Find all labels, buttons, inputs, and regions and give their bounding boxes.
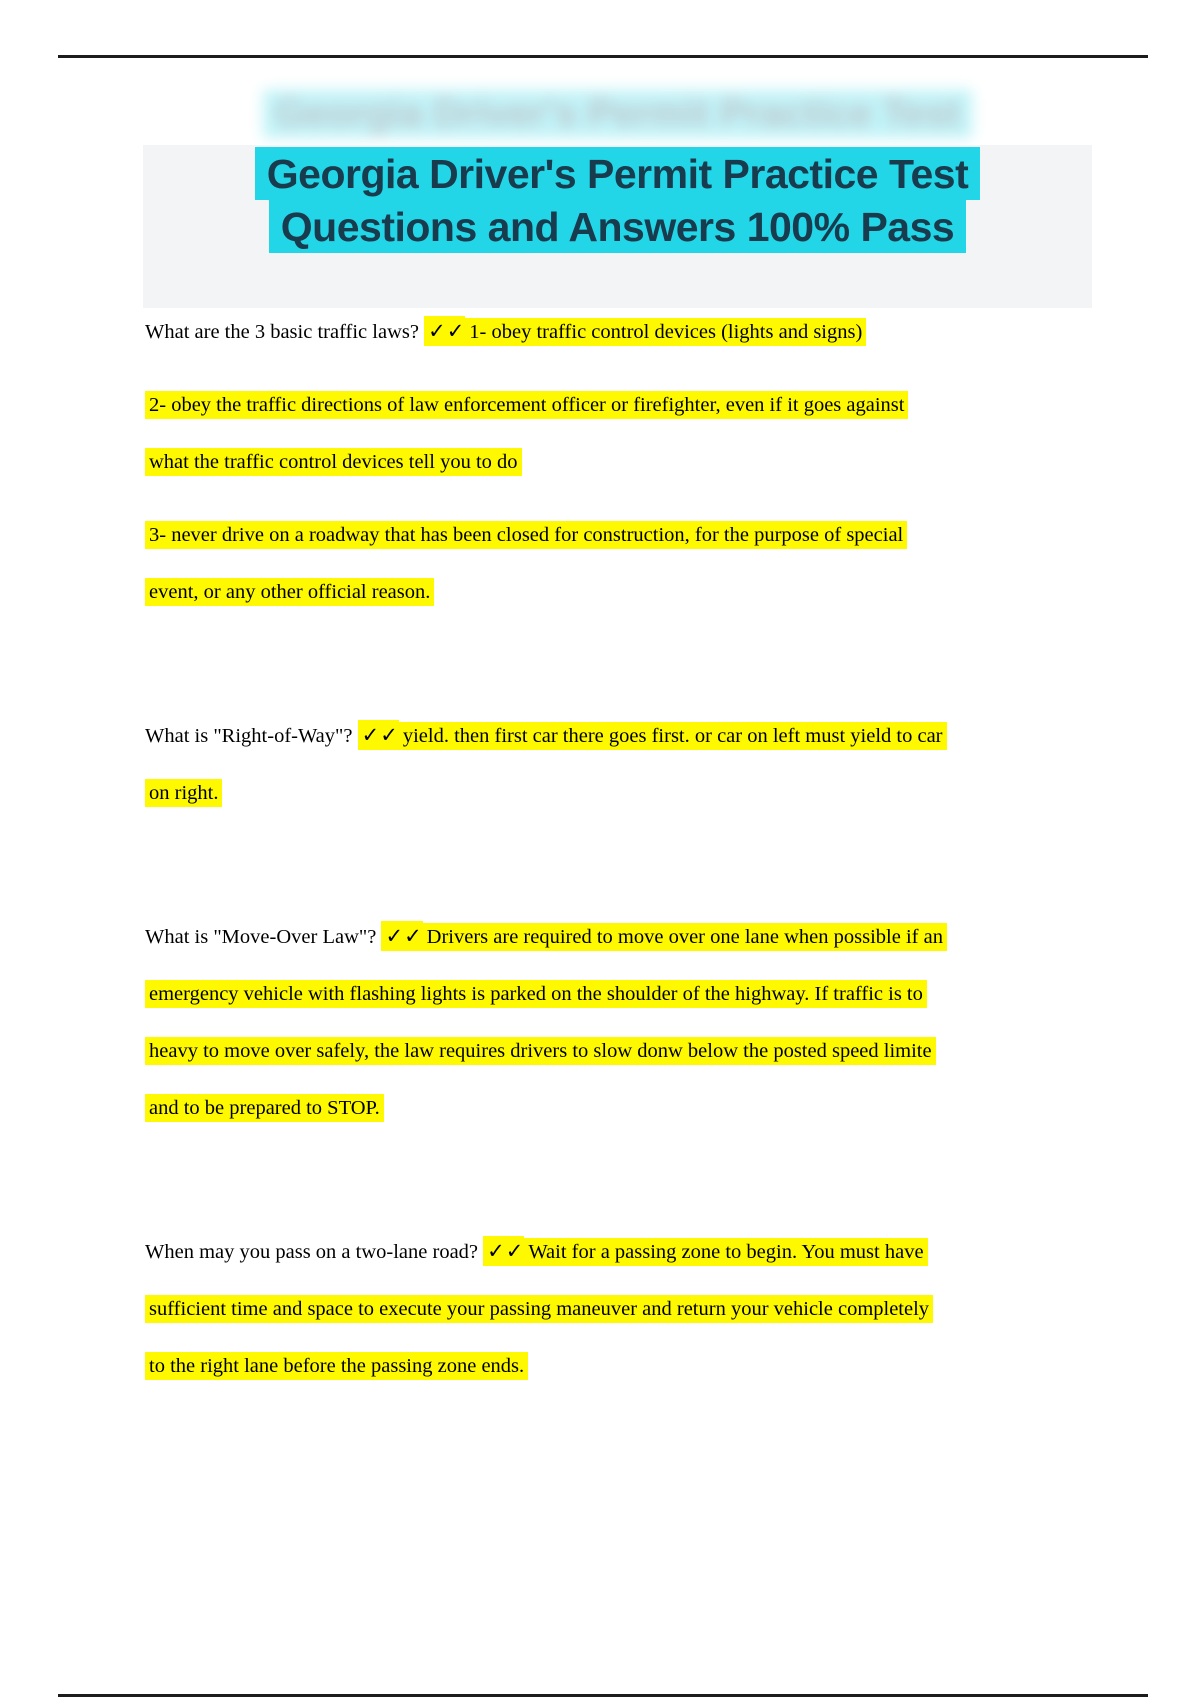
qa-line — [145, 434, 1145, 491]
title-ghost-text: Georgia Driver's Permit Practice Test — [263, 90, 972, 138]
answer-text: sufficient time and space to execute your passing maneuver and return your vehicle completely — [145, 1295, 933, 1323]
qa-block — [145, 707, 1145, 822]
top-border-rule — [58, 55, 1148, 58]
qa-block — [145, 1223, 1145, 1395]
title-line-1-text: Georgia Driver's Permit Practice Test — [255, 147, 980, 200]
qa-line — [145, 564, 1145, 621]
answer-text: Drivers are required to move over one lane when possible if an — [423, 923, 947, 951]
answer-checkmarks-icon: ✓✓ — [483, 1236, 524, 1266]
answer-text: to the right lane before the passing zone ends. — [145, 1352, 528, 1380]
qa-line — [145, 908, 1145, 966]
qa-line — [145, 507, 1145, 564]
qa-paragraph — [145, 507, 1145, 621]
answer-text: yield. then first car there goes first. or car on left must yield to car — [399, 722, 947, 750]
answer-text: 2- obey the traffic directions of law enforcement officer or firefighter, even if it goes against — [145, 391, 908, 419]
qa-block — [145, 303, 1145, 621]
qa-content — [145, 303, 1145, 1395]
qa-paragraph — [145, 1223, 1145, 1395]
answer-text: event, or any other official reason. — [145, 578, 434, 606]
qa-line — [145, 1023, 1145, 1080]
question-text: When may you pass on a two-lane road? — [145, 1241, 484, 1263]
title-line-2-text: Questions and Answers 100% Pass — [269, 200, 966, 253]
qa-line — [145, 966, 1145, 1023]
answer-checkmarks-icon: ✓✓ — [424, 316, 465, 346]
qa-paragraph — [145, 303, 1145, 361]
title-line-1 — [143, 147, 1092, 200]
qa-line — [145, 1223, 1145, 1281]
qa-line — [145, 765, 1145, 822]
answer-text: emergency vehicle with flashing lights is parked on the shoulder of the highway. If traffic is to — [145, 980, 927, 1008]
answer-text: 1- obey traffic control devices (lights and signs) — [465, 318, 866, 346]
qa-paragraph — [145, 908, 1145, 1137]
qa-line — [145, 1281, 1145, 1338]
qa-line — [145, 1080, 1145, 1137]
answer-text: and to be prepared to STOP. — [145, 1094, 384, 1122]
answer-text: what the traffic control devices tell you to do — [145, 448, 522, 476]
qa-line — [145, 303, 1145, 361]
question-text: What is "Move-Over Law"? — [145, 926, 382, 948]
answer-text: Wait for a passing zone to begin. You must have — [524, 1238, 927, 1266]
answer-checkmarks-icon: ✓✓ — [358, 720, 399, 750]
qa-paragraph — [145, 377, 1145, 491]
qa-block — [145, 908, 1145, 1137]
qa-line — [145, 707, 1145, 765]
qa-paragraph — [145, 707, 1145, 822]
qa-line — [145, 377, 1145, 434]
title-header-box — [143, 145, 1092, 308]
bottom-border-rule — [58, 1694, 1148, 1697]
question-text: What are the 3 basic traffic laws? — [145, 321, 425, 343]
answer-checkmarks-icon: ✓✓ — [381, 921, 422, 951]
qa-line — [145, 1338, 1145, 1395]
answer-text: heavy to move over safely, the law requires drivers to slow donw below the posted speed limite — [145, 1037, 936, 1065]
answer-text: 3- never drive on a roadway that has been closed for construction, for the purpose of special — [145, 521, 907, 549]
question-text: What is "Right-of-Way"? — [145, 725, 358, 747]
title-blur-ghost — [143, 90, 1092, 138]
title-line-2 — [143, 200, 1092, 253]
answer-text: on right. — [145, 779, 222, 807]
